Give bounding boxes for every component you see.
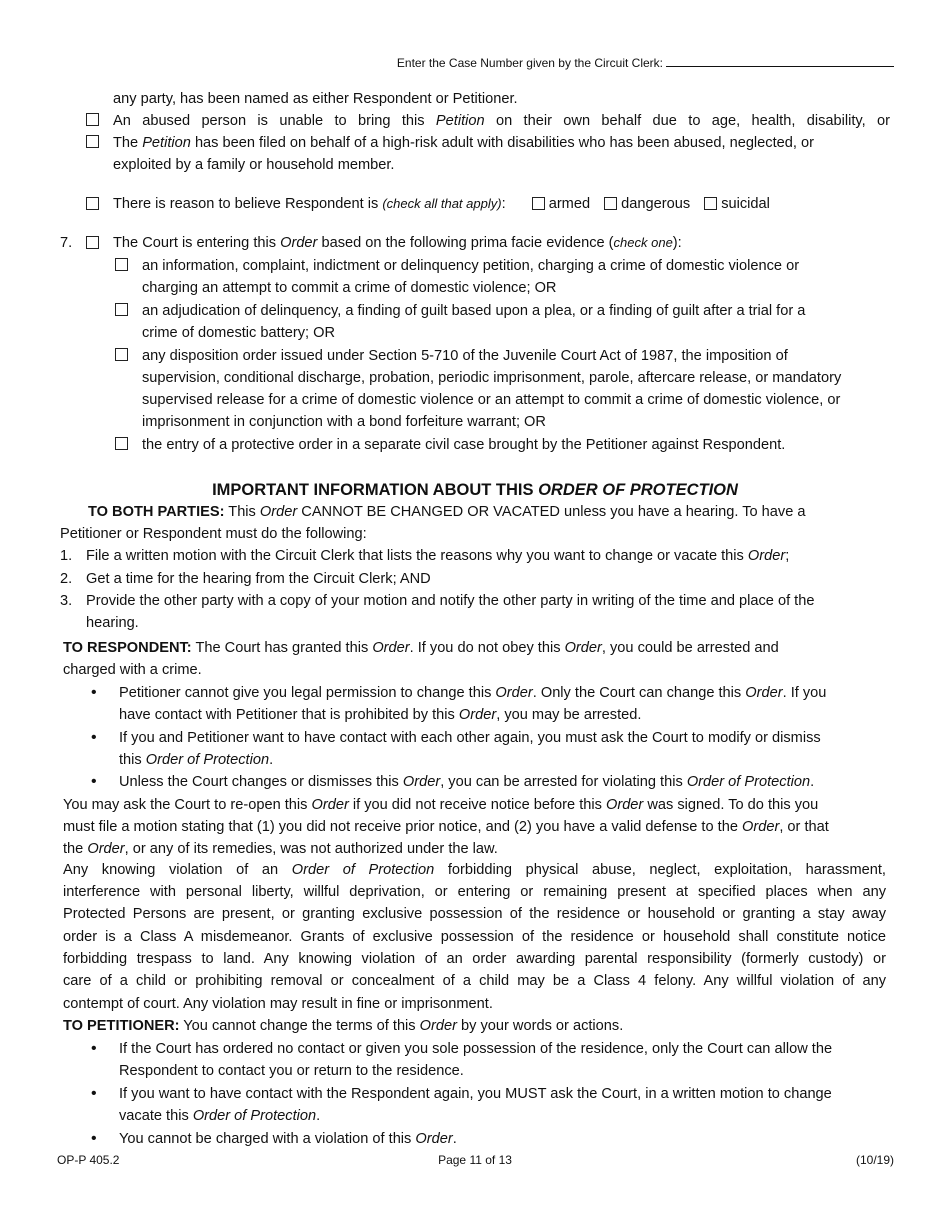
high-risk-adult-text: The Petition has been filed on behalf of a high-risk adult with disabilities who has been abused, neglected, or: [113, 135, 814, 151]
dangerous-checkbox[interactable]: [604, 197, 617, 210]
abused-person-text: An abused person is unable to bring this Petition on their own behalf due to age, health, disability, or: [113, 113, 891, 129]
step-3-text-line2: hearing.: [86, 615, 139, 631]
violation-paragraph-line6: care of a child or prohibiting removal or concealment of a child may be a Class 4 felony. Any willful violation of any: [63, 973, 886, 989]
footer-form-id: OP-P 405.2: [57, 1153, 120, 1167]
bullet-icon: •: [91, 773, 97, 790]
footer-page-number: Page 11 of 13: [438, 1153, 512, 1167]
violation-paragraph-line2: interference with personal liberty, willful deprivation, or entering or remaining present at specified places when any: [63, 884, 886, 900]
violation-paragraph-line3: Protected Persons are present, or granting exclusive possession of the residence or household or granting a stay away: [63, 906, 886, 922]
respondent-bullet-2: If you and Petitioner want to have contact with each other again, you must ask the Court to modify or dismiss: [119, 730, 821, 746]
evidence-adjudication-checkbox[interactable]: [115, 303, 128, 316]
item-7-checkbox[interactable]: [86, 236, 99, 249]
violation-paragraph-line5: forbidding trespass to land. Any knowing violation of an order awarding parental responsibility (formerly custody) or: [63, 951, 886, 967]
important-info-title: IMPORTANT INFORMATION ABOUT THIS ORDER OF PROTECTION: [212, 481, 738, 499]
step-2-number: 2.: [60, 571, 73, 587]
violation-paragraph-line7: contempt of court. Any violation may result in fine or imprisonment.: [63, 996, 493, 1012]
step-3-number: 3.: [60, 593, 73, 609]
evidence-disposition-text-line4: imprisonment in conjunction with a bond forfeiture warrant; OR: [142, 414, 546, 430]
to-respondent-line2: charged with a crime.: [63, 662, 202, 678]
violation-paragraph-line1: Any knowing violation of an Order of Protection forbidding physical abuse, neglect, exploitation, harassment,: [63, 862, 886, 878]
case-number-header: [397, 54, 894, 72]
evidence-protective-order-checkbox[interactable]: [115, 437, 128, 450]
petitioner-bullet-2-line2: vacate this Order of Protection.: [119, 1108, 321, 1124]
dangerous-label: dangerous: [621, 196, 691, 212]
reason-to-believe-row: There is reason to believe Respondent is (check all that apply): armed dangerous suicidal: [113, 196, 770, 212]
petitioner-bullet-2: If you want to have contact with the Respondent again, you MUST ask the Court, in a written motion to change: [119, 1086, 832, 1102]
suicidal-label: suicidal: [721, 196, 770, 212]
armed-checkbox[interactable]: [532, 197, 545, 210]
reopen-paragraph-line1: You may ask the Court to re-open this Order if you did not receive notice before this Order was signed. To do this you: [63, 797, 819, 813]
reason-hint: (check all that apply): [382, 196, 502, 211]
reason-text: There is reason to believe Respondent is: [113, 196, 383, 212]
bullet-icon: •: [91, 684, 97, 701]
evidence-disposition-text-line2: supervision, conditional discharge, probation, periodic imprisonment, parole, aftercare release, or mandatory: [142, 370, 842, 386]
high-risk-adult-text-line2: exploited by a family or household member.: [113, 157, 395, 173]
respondent-bullet-1: Petitioner cannot give you legal permission to change this Order. Only the Court can change this Order. If you: [119, 685, 827, 701]
high-risk-adult-checkbox[interactable]: [86, 135, 99, 148]
case-number-prompt: Enter the Case Number given by the Circuit Clerk:: [396, 56, 663, 70]
evidence-disposition-checkbox[interactable]: [115, 348, 128, 361]
petitioner-bullet-3: You cannot be charged with a violation of this Order.: [119, 1131, 457, 1147]
evidence-information-checkbox[interactable]: [115, 258, 128, 271]
step-2-text: Get a time for the hearing from the Circuit Clerk; AND: [86, 571, 431, 587]
evidence-information-text-line2: charging an attempt to commit a crime of domestic violence; OR: [142, 280, 557, 296]
petitioner-bullet-1: If the Court has ordered no contact or given you sole possession of the residence, only the Court can allow the: [119, 1041, 833, 1057]
violation-paragraph-line4: order is a Class A misdemeanor. Grants of exclusive possession of the residence or household shall constitute notice: [63, 929, 886, 945]
reason-to-believe-checkbox[interactable]: [86, 197, 99, 210]
bullet-icon: •: [91, 729, 97, 746]
to-petitioner-label: TO PETITIONER:: [63, 1018, 180, 1034]
to-petitioner-line: TO PETITIONER: You cannot change the terms of this Order by your words or actions.: [63, 1018, 624, 1034]
bullet-icon: •: [91, 1040, 97, 1057]
continuation-line: any party, has been named as either Respondent or Petitioner.: [113, 91, 518, 107]
evidence-information-text: an information, complaint, indictment or delinquency petition, charging a crime of domestic violence or: [142, 258, 800, 274]
reopen-paragraph-line2: must file a motion stating that (1) you did not receive prior notice, and (2) you have a valid defense to the Order, or that: [63, 819, 829, 835]
respondent-bullet-2-line2: this Order of Protection.: [119, 752, 274, 768]
respondent-bullet-1-line2: have contact with Petitioner that is prohibited by this Order, you may be arrested.: [119, 707, 642, 723]
evidence-adjudication-text-line2: crime of domestic battery; OR: [142, 325, 336, 341]
bullet-icon: •: [91, 1130, 97, 1147]
reopen-paragraph-line3: the Order, or any of its remedies, was not authorized under the law.: [63, 841, 498, 857]
abused-person-checkbox[interactable]: [86, 113, 99, 126]
respondent-bullet-3: Unless the Court changes or dismisses this Order, you can be arrested for violating this Order of Protection.: [119, 774, 815, 790]
to-respondent-label: TO RESPONDENT:: [63, 640, 192, 656]
step-3-text: Provide the other party with a copy of your motion and notify the other party in writing of the time and place of the: [86, 593, 815, 609]
step-1-number: 1.: [60, 548, 73, 564]
step-1-text: File a written motion with the Circuit Clerk that lists the reasons why you want to change or vacate this Order;: [86, 548, 790, 564]
evidence-disposition-text-line3: supervised release for a crime of domestic violence or an attempt to commit a crime of domestic violence, or: [142, 392, 841, 408]
both-parties-line1: TO BOTH PARTIES: This Order CANNOT BE CHANGED OR VACATED unless you have a hearing. To have a: [88, 504, 806, 520]
to-respondent-line1: TO RESPONDENT: The Court has granted this Order. If you do not obey this Order, you could be arrested and: [63, 640, 779, 656]
petitioner-bullet-1-line2: Respondent to contact you or return to the residence.: [119, 1063, 464, 1079]
both-parties-line2: Petitioner or Respondent must do the following:: [60, 526, 367, 542]
bullet-icon: •: [91, 1085, 97, 1102]
armed-label: armed: [548, 196, 591, 212]
evidence-protective-order-text: the entry of a protective order in a separate civil case brought by the Petitioner against Respondent.: [142, 437, 786, 453]
both-parties-label: TO BOTH PARTIES:: [88, 504, 225, 520]
evidence-disposition-text: any disposition order issued under Section 5-710 of the Juvenile Court Act of 1987, the imposition of: [142, 348, 788, 364]
footer-revision: (10/19): [855, 1153, 894, 1167]
item-7-number: 7.: [60, 235, 73, 251]
suicidal-checkbox[interactable]: [704, 197, 717, 210]
item-7-text: The Court is entering this Order based on the following prima facie evidence (check one):: [113, 235, 682, 251]
case-number-field[interactable]: [666, 55, 894, 67]
evidence-adjudication-text: an adjudication of delinquency, a finding of guilt based upon a plea, or a finding of guilt after a trial for a: [142, 303, 806, 319]
